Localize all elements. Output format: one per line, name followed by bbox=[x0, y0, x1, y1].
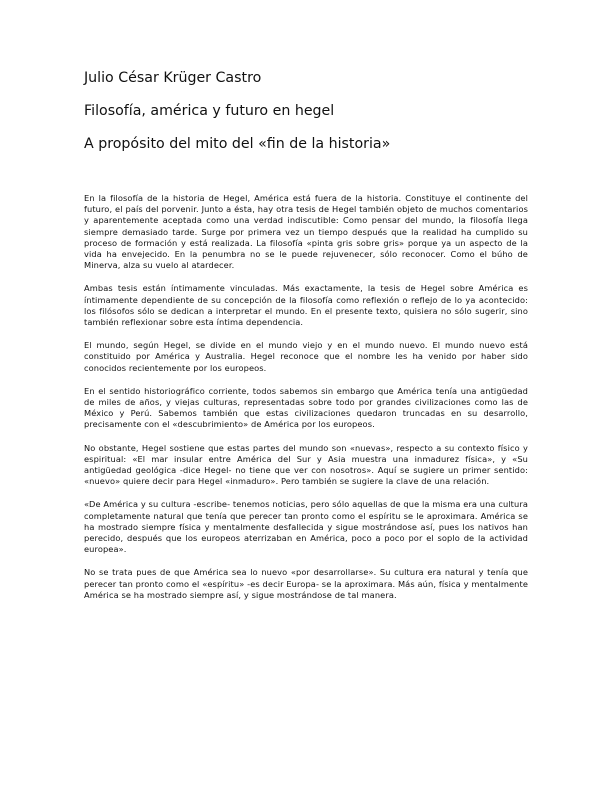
author-name: Julio César Krüger Castro bbox=[84, 70, 262, 86]
paragraph-1: En la filosofía de la historia de Hegel, América está fuera de la historia. Constituye el continente del futuro, el país del porvenir. Junto a ésta, hay otra tesis de Hegel también objeto de muchos comentarios y aparentemente aceptada como una verdad indiscutible: Como pensar del mundo, la filosofía llega siempre demasiado tarde. Surge por primera vez un tiempo después que la realidad ha cumplido su proceso de formación y está realizada. La filosofía «pinta gris sobre gris» porque ya un aspecto de la vida ha envejecido. En la penumbra no se le puede rejuvenecer, sólo reconocer. Como el búho de Minerva, alza su vuelo al atardecer. bbox=[84, 193, 528, 271]
document-title: Filosofía, américa y futuro en hegel bbox=[84, 103, 335, 119]
document-subtitle: A propósito del mito del «fin de la historia» bbox=[84, 136, 391, 152]
paragraph-6: «De América y su cultura -escribe- tenemos noticias, pero sólo aquellas de que la misma era una cultura completamente natural que tenía que perecer tan pronto como el espíritu se le aproximara. América se ha mostrado siempre física y mentalmente desfallecida y sigue mostrándose así, pues los nativos han perecido, después que los europeos aterrizaban en América, poco a poco por el soplo de la actividad europea». bbox=[84, 499, 528, 555]
paragraph-5: No obstante, Hegel sostiene que estas partes del mundo son «nuevas», respecto a su contexto físico y espiritual: «El mar insular entre América del Sur y Asia muestra una inmadurez física», y «Su antigüedad geológica -dice Hegel- no tiene que ver con nosotros». Aquí se sugiere un primer sentido: «nuevo» quiere decir para Hegel «inmaduro». Pero también se sugiere la clave de una relación. bbox=[84, 442, 528, 487]
paragraph-3: El mundo, según Hegel, se divide en el mundo viejo y en el mundo nuevo. El mundo nuevo está constituido por América y Australia. Hegel reconoce que el nombre les ha venido por haber sido conocidos recientemente por los europeos. bbox=[84, 340, 528, 373]
body-text bbox=[84, 193, 528, 613]
paragraph-7: No se trata pues de que América sea lo nuevo «por desarrollarse». Su cultura era natural y tenía que perecer tan pronto como el «espíritu» -es decir Europa- se la aproximara. Más aún, física y mentalmente América se ha mostrado siempre así, y sigue mostrándose de tal manera. bbox=[84, 567, 528, 600]
paragraph-4: En el sentido historiográfico corriente, todos sabemos sin embargo que América tenía una antigüedad de miles de años, y viejas culturas, representadas sobre todo por grandes civilizaciones como las de México y Perú. Sabemos también que estas civilizaciones quedaron truncadas en su desarrollo, precisamente con el «descubrimiento» de América por los europeos. bbox=[84, 385, 528, 430]
paragraph-2: Ambas tesis están íntimamente vinculadas. Más exactamente, la tesis de Hegel sobre América es íntimamente dependiente de su concepción de la filosofía como reflexión o reflejo de lo ya acontecido: los filósofos sólo se dedican a interpretar el mundo. En el presente texto, quisiera no sólo sugerir, sino también reflexionar sobre esta íntima dependencia. bbox=[84, 283, 528, 328]
document-header bbox=[84, 70, 544, 153]
